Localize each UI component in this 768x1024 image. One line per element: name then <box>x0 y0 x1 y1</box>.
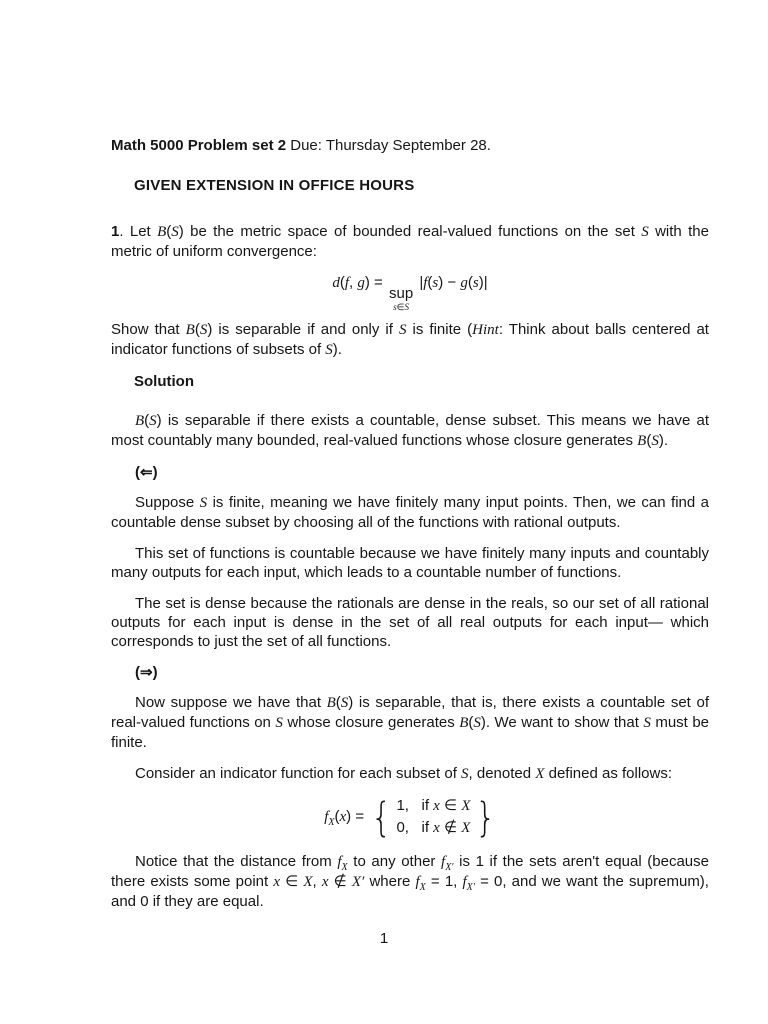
problem-statement: 1. Let B(S) be the metric space of bounded real-valued functions on the set S with the metric of uniform convergence: <box>111 223 709 260</box>
case-row-zero: 0, if x ∉ X <box>396 819 471 836</box>
metric-formula-lhs: d(f, g) = <box>332 274 387 291</box>
header-line <box>111 136 709 155</box>
case-row-one: 1, if x ∈ X <box>396 797 471 814</box>
show-statement: Show that B(S) is separable if and only if S is finite (Hint: Think about balls centered at indicator functions of subsets of S). <box>111 321 709 358</box>
para-countable-argument: This set of functions is countable because we have finitely many inputs and countably many outputs for each input, which leads to a countable number of functions. <box>111 545 709 581</box>
course-title: Math 5000 Problem set 2 <box>111 137 287 154</box>
para-separability-definition: B(S) is separable if there exists a countable, dense subset. This means we have at most countably many bounded, real-valued functions whose closure generates B(S). <box>111 412 709 449</box>
metric-formula <box>111 273 709 312</box>
due-date-text: Due: Thursday September 28. <box>286 137 491 154</box>
sup-operator-subscript: s∈S <box>393 302 409 312</box>
sup-operator <box>389 286 413 312</box>
case-rows <box>394 796 472 838</box>
para-now-suppose: Now suppose we have that B(S) is separable, that is, there exists a countable set of real-valued functions on S whose closure generates B(S). We want to show that S must be finite. <box>111 694 709 751</box>
extension-notice: GIVEN EXTENSION IN OFFICE HOURS <box>134 177 415 194</box>
left-brace: { <box>371 793 392 841</box>
para-distance-observation: Notice that the distance from $f_X$ to any other $f_{X'}$ is 1 if the sets aren't equal (because there exists some point x ∈ X, x ∉ X′ where $f_X = 1$, $f_{X'} = 0$, and we want the supremum), and 0 if they are equal. <box>111 853 709 910</box>
para-consider-indicator: Consider an indicator function for each subset of S, denoted X defined as follows: <box>135 765 673 782</box>
para-suppose-finite: Suppose S is finite, meaning we have finitely many input points. Then, we can find a countable dense subset by choosing all of the functions with rational outputs. <box>111 494 709 531</box>
right-brace: } <box>475 793 496 841</box>
para-dense-argument: The set is dense because the rationals are dense in the reals, so our set of all rational outputs for each input is dense in the set of all real outputs for each input— which corresponds to just the set of all functions. <box>111 595 709 650</box>
forward-direction-marker: (⇒) <box>135 664 158 681</box>
indicator-formula-lhs: $f_X(x)$ = <box>324 808 365 828</box>
page-number: 1 <box>379 930 389 947</box>
backward-direction-marker: (⇐) <box>135 464 158 481</box>
solution-heading: Solution <box>134 373 194 390</box>
metric-formula-rhs: |f(s) − g(s)| <box>415 274 488 291</box>
indicator-function-formula <box>111 793 709 841</box>
sup-operator-label: sup <box>388 285 414 302</box>
